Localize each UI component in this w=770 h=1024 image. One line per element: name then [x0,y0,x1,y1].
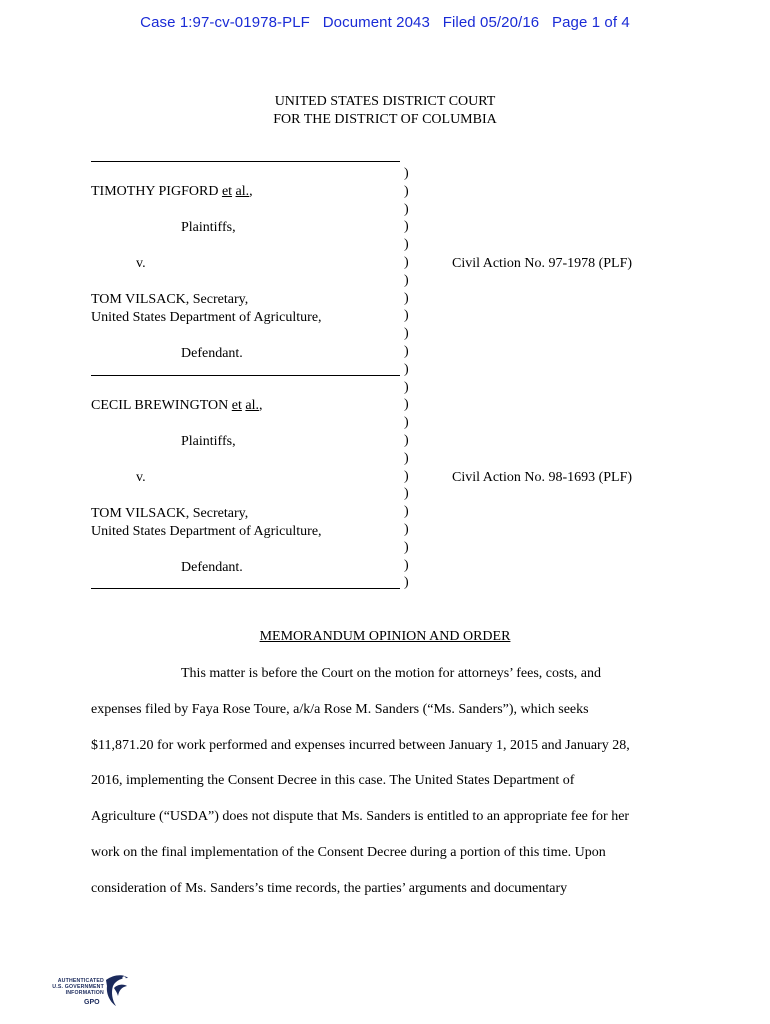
body-line: 2016, implementing the Consent Decree in this case. The United States Department of [91,773,575,788]
caption-paren: ) [404,504,409,520]
plaintiff-name: TIMOTHY PIGFORD et al., [91,184,253,199]
plaintiffs-label: Plaintiffs, [181,220,236,235]
et-text: et [221,184,233,199]
defendant-line-1: TOM VILSACK, Secretary, [91,292,249,307]
caption-paren: ) [404,539,409,555]
caption-paren: ) [404,450,409,466]
caption-paren: ) [404,254,409,270]
body-line: expenses filed by Faya Rose Toure, a/k/a Rose M. Sanders (“Ms. Sanders”), which seeks [91,702,589,717]
caption-paren: ) [404,361,409,377]
caption-paren: ) [404,219,409,235]
body-line: This matter is before the Court on the motion for attorneys’ fees, costs, and [181,666,602,681]
caption-paren: ) [404,379,409,395]
caption-paren: ) [404,201,409,217]
caption-paren: ) [404,343,409,359]
court-line-1: UNITED STATES DISTRICT COURT [274,94,496,109]
caption-paren: ) [404,166,409,181]
versus-label: v. [136,256,146,271]
caption-paren-column [404,165,416,592]
caption-paren: ) [404,237,409,253]
caption-rule-middle [91,375,400,376]
defendant-label: Defendant. [181,346,243,361]
caption-paren: ) [404,415,409,431]
et-text: et [231,398,242,413]
gpo-mark-text: GPO [84,999,100,1006]
caption-paren: ) [404,290,409,306]
caption-paren: ) [404,326,409,342]
al-text: al. [245,398,259,413]
caption-paren: ) [404,575,409,591]
gpo-authenticated-logo [40,972,132,1016]
body-line: work on the final implementation of the Consent Decree during a portion of this time. Upon [91,845,606,860]
caption-paren: ) [404,557,409,573]
defendant-line-1: TOM VILSACK, Secretary, [91,506,249,521]
body-line: Agriculture (“USDA”) does not dispute that Ms. Sanders is entitled to an appropriate fee for her [91,809,630,824]
caption-paren: ) [404,468,409,484]
defendant-line-2: United States Department of Agriculture, [91,310,322,325]
gpo-logo-text: AUTHENTICATED U.S. GOVERNMENT INFORMATION [52,978,104,996]
civil-action-number: Civil Action No. 97-1978 (PLF) [452,256,633,271]
plaintiffs-label: Plaintiffs, [181,434,236,449]
case-header-stamp: Case 1:97-cv-01978-PLF Document 2043 Filed 05/20/16 Page 1 of 4 [140,14,630,31]
body-line: $11,871.20 for work performed and expenses incurred between January 1, 2015 and January 28, [91,738,630,753]
caption-paren: ) [404,308,409,324]
memo-title: MEMORANDUM OPINION AND ORDER [259,629,511,644]
caption-paren: ) [404,521,409,537]
caption-paren: ) [404,486,409,502]
court-name [0,93,770,129]
defendant-label: Defendant. [181,560,243,575]
caption-rule-top [91,161,400,162]
caption-paren: ) [404,397,409,413]
plaintiff-name: CECIL BREWINGTON et al., [91,398,263,413]
versus-label: v. [136,470,146,485]
eagle-icon [100,972,130,1014]
civil-action-number: Civil Action No. 98-1693 (PLF) [452,470,633,485]
body-line: consideration of Ms. Sanders’s time records, the parties’ arguments and documentary [91,881,568,896]
caption-rule-bottom [91,588,400,589]
caption-paren: ) [404,432,409,448]
caption-paren: ) [404,272,409,288]
caption-paren: ) [404,183,409,199]
defendant-line-2: United States Department of Agriculture, [91,524,322,539]
al-text: al. [235,184,250,199]
court-line-2: FOR THE DISTRICT OF COLUMBIA [273,112,497,127]
